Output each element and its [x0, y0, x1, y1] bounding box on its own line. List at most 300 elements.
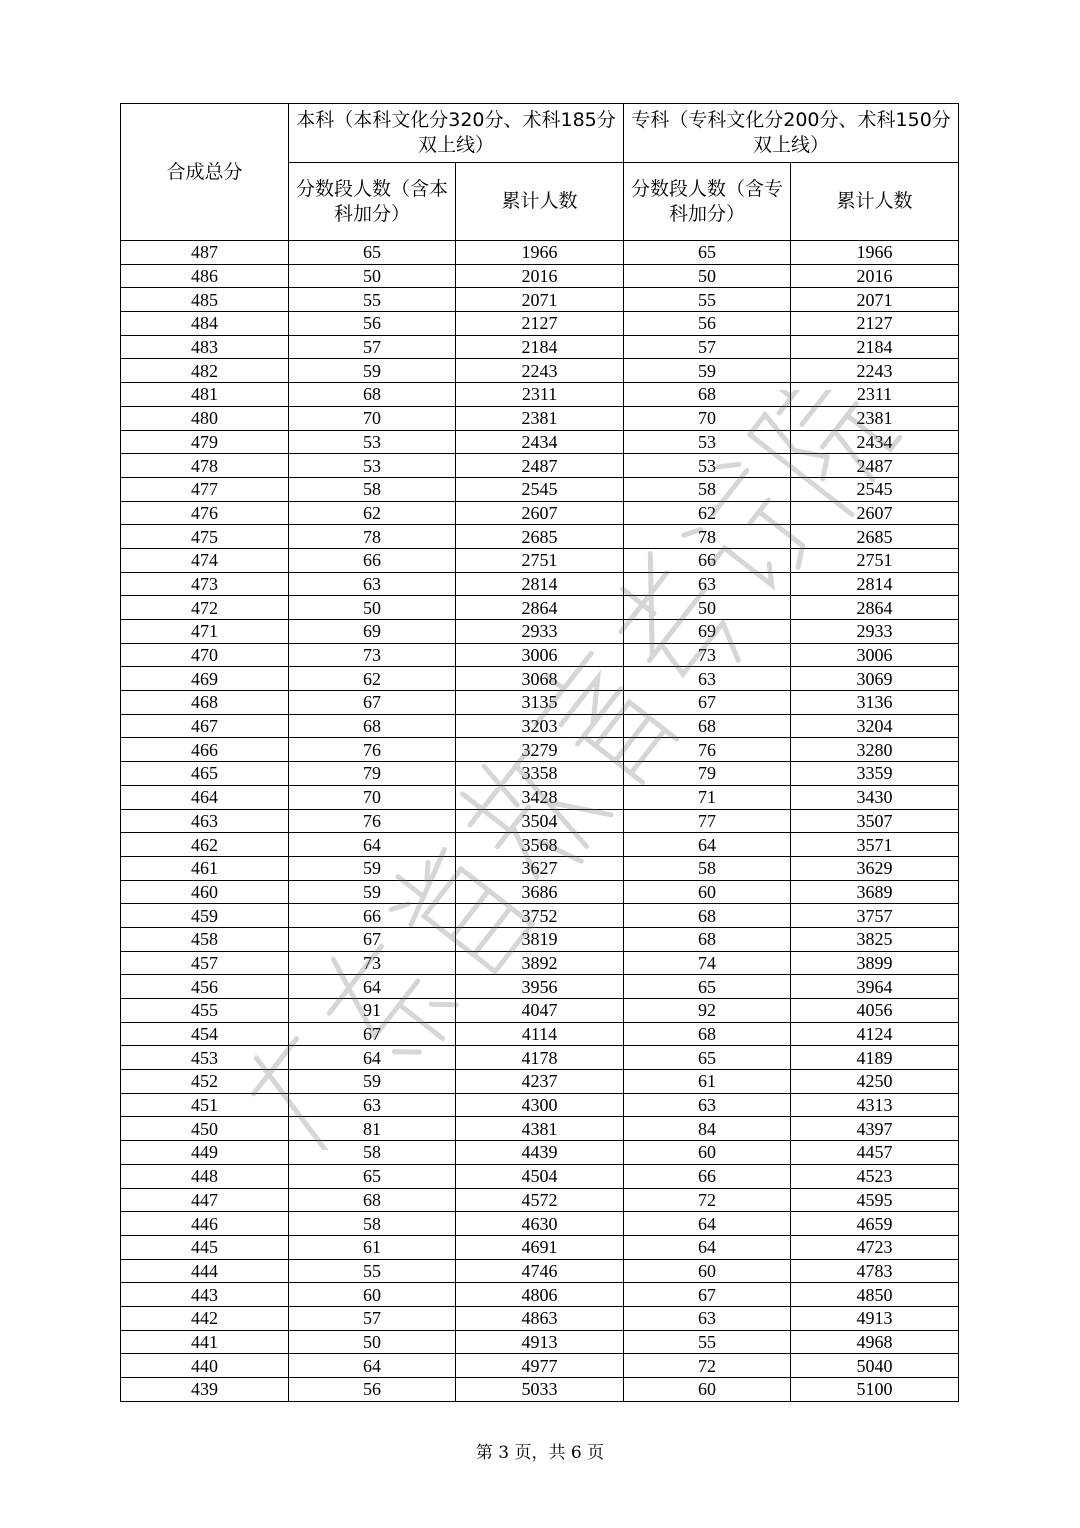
cell-undergrad-cumulative: 3135 [456, 691, 624, 715]
cell-undergrad-segment: 50 [289, 596, 456, 620]
table-row [121, 856, 959, 880]
cell-junior-segment: 61 [624, 1070, 791, 1094]
table-row [121, 1046, 959, 1070]
cell-undergrad-segment: 56 [289, 312, 456, 336]
cell-junior-segment: 50 [624, 264, 791, 288]
table-row [121, 1117, 959, 1141]
cell-junior-cumulative: 4723 [791, 1235, 959, 1259]
cell-undergrad-segment: 69 [289, 620, 456, 644]
cell-junior-cumulative: 4124 [791, 1022, 959, 1046]
cell-total-score: 470 [121, 643, 289, 667]
table-row [121, 525, 959, 549]
cell-junior-segment: 68 [624, 383, 791, 407]
cell-undergrad-segment: 76 [289, 738, 456, 762]
cell-junior-cumulative: 4056 [791, 999, 959, 1023]
cell-total-score: 459 [121, 904, 289, 928]
cell-undergrad-cumulative: 4381 [456, 1117, 624, 1141]
cell-junior-segment: 64 [624, 833, 791, 857]
cell-total-score: 448 [121, 1164, 289, 1188]
cell-undergrad-segment: 58 [289, 1212, 456, 1236]
cell-undergrad-segment: 91 [289, 999, 456, 1023]
table-row [121, 383, 959, 407]
cell-total-score: 451 [121, 1093, 289, 1117]
cell-undergrad-segment: 63 [289, 572, 456, 596]
cell-total-score: 454 [121, 1022, 289, 1046]
cell-total-score: 450 [121, 1117, 289, 1141]
cell-junior-cumulative: 2864 [791, 596, 959, 620]
cell-undergrad-segment: 73 [289, 951, 456, 975]
cell-undergrad-cumulative: 4300 [456, 1093, 624, 1117]
cell-junior-segment: 60 [624, 880, 791, 904]
cell-junior-cumulative: 3430 [791, 785, 959, 809]
cell-undergrad-segment: 58 [289, 477, 456, 501]
cell-undergrad-cumulative: 4977 [456, 1354, 624, 1378]
cell-total-score: 476 [121, 501, 289, 525]
table-row [121, 264, 959, 288]
table-row [121, 667, 959, 691]
cell-undergrad-cumulative: 2607 [456, 501, 624, 525]
cell-total-score: 479 [121, 430, 289, 454]
cell-total-score: 441 [121, 1330, 289, 1354]
cell-junior-cumulative: 4397 [791, 1117, 959, 1141]
cell-junior-segment: 59 [624, 359, 791, 383]
cell-junior-cumulative: 3825 [791, 927, 959, 951]
cell-junior-segment: 74 [624, 951, 791, 975]
cell-junior-cumulative: 3899 [791, 951, 959, 975]
cell-undergrad-cumulative: 4504 [456, 1164, 624, 1188]
cell-undergrad-cumulative: 4572 [456, 1188, 624, 1212]
cell-junior-cumulative: 3629 [791, 856, 959, 880]
cell-junior-segment: 72 [624, 1188, 791, 1212]
table-body [121, 241, 959, 1402]
cell-junior-cumulative: 2607 [791, 501, 959, 525]
cell-total-score: 458 [121, 927, 289, 951]
cell-undergrad-cumulative: 3203 [456, 714, 624, 738]
cell-undergrad-segment: 59 [289, 880, 456, 904]
cell-junior-cumulative: 2381 [791, 406, 959, 430]
cell-junior-cumulative: 4189 [791, 1046, 959, 1070]
table-row [121, 1164, 959, 1188]
cell-junior-segment: 71 [624, 785, 791, 809]
cell-junior-cumulative: 4850 [791, 1283, 959, 1307]
cell-total-score: 461 [121, 856, 289, 880]
cell-junior-cumulative: 2016 [791, 264, 959, 288]
cell-undergrad-cumulative: 3279 [456, 738, 624, 762]
cell-total-score: 472 [121, 596, 289, 620]
cell-undergrad-cumulative: 4913 [456, 1330, 624, 1354]
cell-undergrad-segment: 81 [289, 1117, 456, 1141]
cell-undergrad-segment: 79 [289, 762, 456, 786]
cell-junior-segment: 79 [624, 762, 791, 786]
cell-undergrad-segment: 53 [289, 454, 456, 478]
cell-undergrad-cumulative: 2434 [456, 430, 624, 454]
cell-junior-segment: 68 [624, 904, 791, 928]
table-row [121, 620, 959, 644]
cell-junior-segment: 58 [624, 856, 791, 880]
cell-junior-cumulative: 3204 [791, 714, 959, 738]
table-row [121, 975, 959, 999]
cell-undergrad-cumulative: 2243 [456, 359, 624, 383]
cell-undergrad-segment: 64 [289, 1354, 456, 1378]
cell-undergrad-cumulative: 2814 [456, 572, 624, 596]
table-row [121, 406, 959, 430]
header-junior-cumulative: 累计人数 [791, 163, 959, 241]
cell-junior-cumulative: 2243 [791, 359, 959, 383]
cell-junior-segment: 67 [624, 1283, 791, 1307]
cell-total-score: 474 [121, 548, 289, 572]
cell-undergrad-cumulative: 3568 [456, 833, 624, 857]
cell-undergrad-segment: 66 [289, 904, 456, 928]
cell-junior-segment: 55 [624, 1330, 791, 1354]
cell-junior-cumulative: 3757 [791, 904, 959, 928]
cell-junior-cumulative: 3359 [791, 762, 959, 786]
cell-total-score: 464 [121, 785, 289, 809]
table-row [121, 999, 959, 1023]
cell-undergrad-cumulative: 4047 [456, 999, 624, 1023]
table-row [121, 1283, 959, 1307]
cell-total-score: 466 [121, 738, 289, 762]
cell-junior-segment: 64 [624, 1235, 791, 1259]
cell-junior-cumulative: 2487 [791, 454, 959, 478]
table-row [121, 241, 959, 265]
cell-undergrad-cumulative: 2127 [456, 312, 624, 336]
cell-undergrad-segment: 65 [289, 241, 456, 265]
cell-undergrad-cumulative: 4746 [456, 1259, 624, 1283]
cell-junior-cumulative: 4523 [791, 1164, 959, 1188]
cell-total-score: 478 [121, 454, 289, 478]
cell-undergrad-cumulative: 3956 [456, 975, 624, 999]
cell-total-score: 486 [121, 264, 289, 288]
cell-total-score: 449 [121, 1141, 289, 1165]
cell-undergrad-cumulative: 4630 [456, 1212, 624, 1236]
cell-undergrad-cumulative: 2311 [456, 383, 624, 407]
cell-junior-segment: 78 [624, 525, 791, 549]
cell-junior-cumulative: 3507 [791, 809, 959, 833]
cell-undergrad-cumulative: 4863 [456, 1306, 624, 1330]
cell-junior-segment: 65 [624, 241, 791, 265]
cell-junior-cumulative: 2814 [791, 572, 959, 596]
cell-undergrad-segment: 62 [289, 667, 456, 691]
cell-total-score: 471 [121, 620, 289, 644]
cell-junior-cumulative: 4913 [791, 1306, 959, 1330]
cell-undergrad-segment: 59 [289, 359, 456, 383]
page-footer: 第 3 页，共 6 页 [475, 1443, 605, 1463]
cell-undergrad-segment: 65 [289, 1164, 456, 1188]
header-undergrad-segment: 分数段人数（含本科加分） [289, 163, 456, 241]
table-row [121, 643, 959, 667]
cell-junior-segment: 63 [624, 1093, 791, 1117]
table-row [121, 904, 959, 928]
cell-junior-segment: 63 [624, 1306, 791, 1330]
cell-undergrad-segment: 60 [289, 1283, 456, 1307]
cell-total-score: 439 [121, 1378, 289, 1402]
cell-undergrad-cumulative: 4691 [456, 1235, 624, 1259]
cell-junior-cumulative: 2685 [791, 525, 959, 549]
cell-undergrad-segment: 78 [289, 525, 456, 549]
cell-undergrad-cumulative: 3428 [456, 785, 624, 809]
cell-undergrad-cumulative: 4806 [456, 1283, 624, 1307]
table-row [121, 359, 959, 383]
table-row [121, 762, 959, 786]
cell-junior-segment: 63 [624, 667, 791, 691]
cell-undergrad-segment: 56 [289, 1378, 456, 1402]
cell-undergrad-cumulative: 2545 [456, 477, 624, 501]
cell-junior-segment: 63 [624, 572, 791, 596]
cell-junior-cumulative: 3136 [791, 691, 959, 715]
cell-total-score: 447 [121, 1188, 289, 1212]
cell-junior-cumulative: 2184 [791, 335, 959, 359]
cell-junior-segment: 73 [624, 643, 791, 667]
cell-junior-cumulative: 5100 [791, 1378, 959, 1402]
cell-total-score: 468 [121, 691, 289, 715]
cell-total-score: 487 [121, 241, 289, 265]
table-row [121, 1141, 959, 1165]
cell-undergrad-cumulative: 4178 [456, 1046, 624, 1070]
cell-junior-segment: 57 [624, 335, 791, 359]
cell-junior-cumulative: 2127 [791, 312, 959, 336]
cell-junior-cumulative: 2751 [791, 548, 959, 572]
cell-total-score: 463 [121, 809, 289, 833]
cell-total-score: 467 [121, 714, 289, 738]
table-row [121, 288, 959, 312]
table-row [121, 714, 959, 738]
cell-junior-cumulative: 1966 [791, 241, 959, 265]
cell-junior-segment: 66 [624, 1164, 791, 1188]
cell-junior-segment: 69 [624, 620, 791, 644]
cell-total-score: 457 [121, 951, 289, 975]
table-row [121, 1354, 959, 1378]
cell-total-score: 455 [121, 999, 289, 1023]
cell-undergrad-segment: 67 [289, 1022, 456, 1046]
cell-junior-cumulative: 3006 [791, 643, 959, 667]
cell-junior-segment: 68 [624, 714, 791, 738]
cell-undergrad-segment: 66 [289, 548, 456, 572]
header-junior-group: 专科（专科文化分200分、术科150分双上线） [624, 104, 959, 163]
cell-undergrad-segment: 57 [289, 335, 456, 359]
cell-junior-segment: 60 [624, 1141, 791, 1165]
table-row [121, 596, 959, 620]
cell-undergrad-cumulative: 2487 [456, 454, 624, 478]
cell-undergrad-cumulative: 2381 [456, 406, 624, 430]
cell-total-score: 465 [121, 762, 289, 786]
score-distribution-table [120, 103, 959, 1402]
cell-undergrad-cumulative: 2071 [456, 288, 624, 312]
table-row [121, 454, 959, 478]
header-total-score: 合成总分 [121, 104, 289, 241]
cell-junior-cumulative: 3964 [791, 975, 959, 999]
table-row [121, 1306, 959, 1330]
cell-junior-cumulative: 3280 [791, 738, 959, 762]
cell-junior-segment: 68 [624, 1022, 791, 1046]
table-row [121, 430, 959, 454]
cell-junior-cumulative: 4457 [791, 1141, 959, 1165]
cell-junior-segment: 72 [624, 1354, 791, 1378]
table-row [121, 1093, 959, 1117]
cell-junior-segment: 56 [624, 312, 791, 336]
cell-undergrad-cumulative: 4114 [456, 1022, 624, 1046]
cell-total-score: 453 [121, 1046, 289, 1070]
cell-junior-cumulative: 4659 [791, 1212, 959, 1236]
cell-total-score: 484 [121, 312, 289, 336]
table-row [121, 927, 959, 951]
table-row [121, 785, 959, 809]
cell-junior-segment: 65 [624, 975, 791, 999]
table-row [121, 1022, 959, 1046]
cell-undergrad-cumulative: 3068 [456, 667, 624, 691]
cell-undergrad-cumulative: 2864 [456, 596, 624, 620]
cell-undergrad-segment: 50 [289, 1330, 456, 1354]
table-row [121, 572, 959, 596]
header-junior-segment: 分数段人数（含专科加分） [624, 163, 791, 241]
cell-undergrad-segment: 68 [289, 1188, 456, 1212]
cell-undergrad-segment: 64 [289, 975, 456, 999]
cell-undergrad-cumulative: 3358 [456, 762, 624, 786]
cell-total-score: 443 [121, 1283, 289, 1307]
cell-junior-cumulative: 4595 [791, 1188, 959, 1212]
cell-undergrad-cumulative: 5033 [456, 1378, 624, 1402]
cell-junior-cumulative: 3689 [791, 880, 959, 904]
cell-junior-segment: 62 [624, 501, 791, 525]
cell-total-score: 446 [121, 1212, 289, 1236]
cell-junior-segment: 64 [624, 1212, 791, 1236]
cell-junior-segment: 84 [624, 1117, 791, 1141]
cell-junior-segment: 50 [624, 596, 791, 620]
cell-total-score: 445 [121, 1235, 289, 1259]
table-row [121, 833, 959, 857]
cell-junior-cumulative: 4968 [791, 1330, 959, 1354]
cell-junior-cumulative: 2545 [791, 477, 959, 501]
table-row [121, 1235, 959, 1259]
cell-total-score: 442 [121, 1306, 289, 1330]
cell-undergrad-cumulative: 2184 [456, 335, 624, 359]
cell-total-score: 440 [121, 1354, 289, 1378]
cell-junior-cumulative: 3571 [791, 833, 959, 857]
cell-total-score: 481 [121, 383, 289, 407]
cell-total-score: 469 [121, 667, 289, 691]
table-row [121, 738, 959, 762]
cell-total-score: 473 [121, 572, 289, 596]
cell-undergrad-cumulative: 2016 [456, 264, 624, 288]
cell-undergrad-segment: 64 [289, 833, 456, 857]
cell-undergrad-segment: 70 [289, 785, 456, 809]
cell-junior-segment: 76 [624, 738, 791, 762]
cell-undergrad-segment: 55 [289, 288, 456, 312]
table-row [121, 1259, 959, 1283]
cell-undergrad-cumulative: 3006 [456, 643, 624, 667]
cell-junior-cumulative: 3069 [791, 667, 959, 691]
cell-total-score: 480 [121, 406, 289, 430]
cell-junior-segment: 68 [624, 927, 791, 951]
cell-undergrad-cumulative: 1966 [456, 241, 624, 265]
cell-junior-cumulative: 4250 [791, 1070, 959, 1094]
cell-undergrad-segment: 67 [289, 691, 456, 715]
table-row [121, 691, 959, 715]
table-row [121, 951, 959, 975]
cell-junior-segment: 77 [624, 809, 791, 833]
cell-undergrad-segment: 55 [289, 1259, 456, 1283]
table-row [121, 1212, 959, 1236]
cell-total-score: 462 [121, 833, 289, 857]
cell-undergrad-cumulative: 3627 [456, 856, 624, 880]
cell-undergrad-segment: 70 [289, 406, 456, 430]
cell-junior-cumulative: 4783 [791, 1259, 959, 1283]
cell-total-score: 482 [121, 359, 289, 383]
cell-undergrad-segment: 63 [289, 1093, 456, 1117]
cell-undergrad-segment: 73 [289, 643, 456, 667]
cell-junior-segment: 92 [624, 999, 791, 1023]
table-row [121, 1070, 959, 1094]
cell-total-score: 475 [121, 525, 289, 549]
cell-undergrad-segment: 76 [289, 809, 456, 833]
cell-undergrad-cumulative: 4237 [456, 1070, 624, 1094]
header-undergrad-group: 本科（本科文化分320分、术科185分双上线） [289, 104, 624, 163]
table-row [121, 335, 959, 359]
cell-total-score: 460 [121, 880, 289, 904]
cell-junior-segment: 66 [624, 548, 791, 572]
cell-total-score: 477 [121, 477, 289, 501]
cell-junior-cumulative: 4313 [791, 1093, 959, 1117]
cell-junior-segment: 60 [624, 1259, 791, 1283]
cell-junior-segment: 53 [624, 454, 791, 478]
cell-undergrad-cumulative: 3686 [456, 880, 624, 904]
cell-junior-segment: 55 [624, 288, 791, 312]
cell-junior-cumulative: 5040 [791, 1354, 959, 1378]
cell-junior-segment: 58 [624, 477, 791, 501]
cell-undergrad-cumulative: 2933 [456, 620, 624, 644]
table-row [121, 312, 959, 336]
cell-undergrad-segment: 59 [289, 856, 456, 880]
cell-undergrad-cumulative: 3752 [456, 904, 624, 928]
header-undergrad-cumulative: 累计人数 [456, 163, 624, 241]
cell-undergrad-segment: 59 [289, 1070, 456, 1094]
table-row [121, 880, 959, 904]
cell-undergrad-cumulative: 3892 [456, 951, 624, 975]
cell-undergrad-segment: 58 [289, 1141, 456, 1165]
cell-undergrad-segment: 68 [289, 714, 456, 738]
cell-undergrad-segment: 62 [289, 501, 456, 525]
table-row [121, 501, 959, 525]
cell-undergrad-segment: 68 [289, 383, 456, 407]
cell-total-score: 444 [121, 1259, 289, 1283]
cell-total-score: 483 [121, 335, 289, 359]
cell-undergrad-segment: 50 [289, 264, 456, 288]
cell-total-score: 452 [121, 1070, 289, 1094]
table-row [121, 477, 959, 501]
cell-undergrad-cumulative: 2685 [456, 525, 624, 549]
cell-junior-segment: 70 [624, 406, 791, 430]
cell-undergrad-cumulative: 3819 [456, 927, 624, 951]
cell-undergrad-segment: 64 [289, 1046, 456, 1070]
cell-undergrad-segment: 67 [289, 927, 456, 951]
cell-junior-segment: 67 [624, 691, 791, 715]
cell-undergrad-segment: 57 [289, 1306, 456, 1330]
cell-junior-cumulative: 2071 [791, 288, 959, 312]
cell-junior-segment: 65 [624, 1046, 791, 1070]
cell-undergrad-cumulative: 4439 [456, 1141, 624, 1165]
table-row [121, 1330, 959, 1354]
cell-total-score: 485 [121, 288, 289, 312]
cell-junior-cumulative: 2311 [791, 383, 959, 407]
cell-undergrad-segment: 61 [289, 1235, 456, 1259]
cell-junior-cumulative: 2933 [791, 620, 959, 644]
cell-junior-cumulative: 2434 [791, 430, 959, 454]
cell-undergrad-cumulative: 2751 [456, 548, 624, 572]
table-row [121, 548, 959, 572]
table-row [121, 1188, 959, 1212]
cell-junior-segment: 53 [624, 430, 791, 454]
cell-undergrad-segment: 53 [289, 430, 456, 454]
table-row [121, 1378, 959, 1402]
